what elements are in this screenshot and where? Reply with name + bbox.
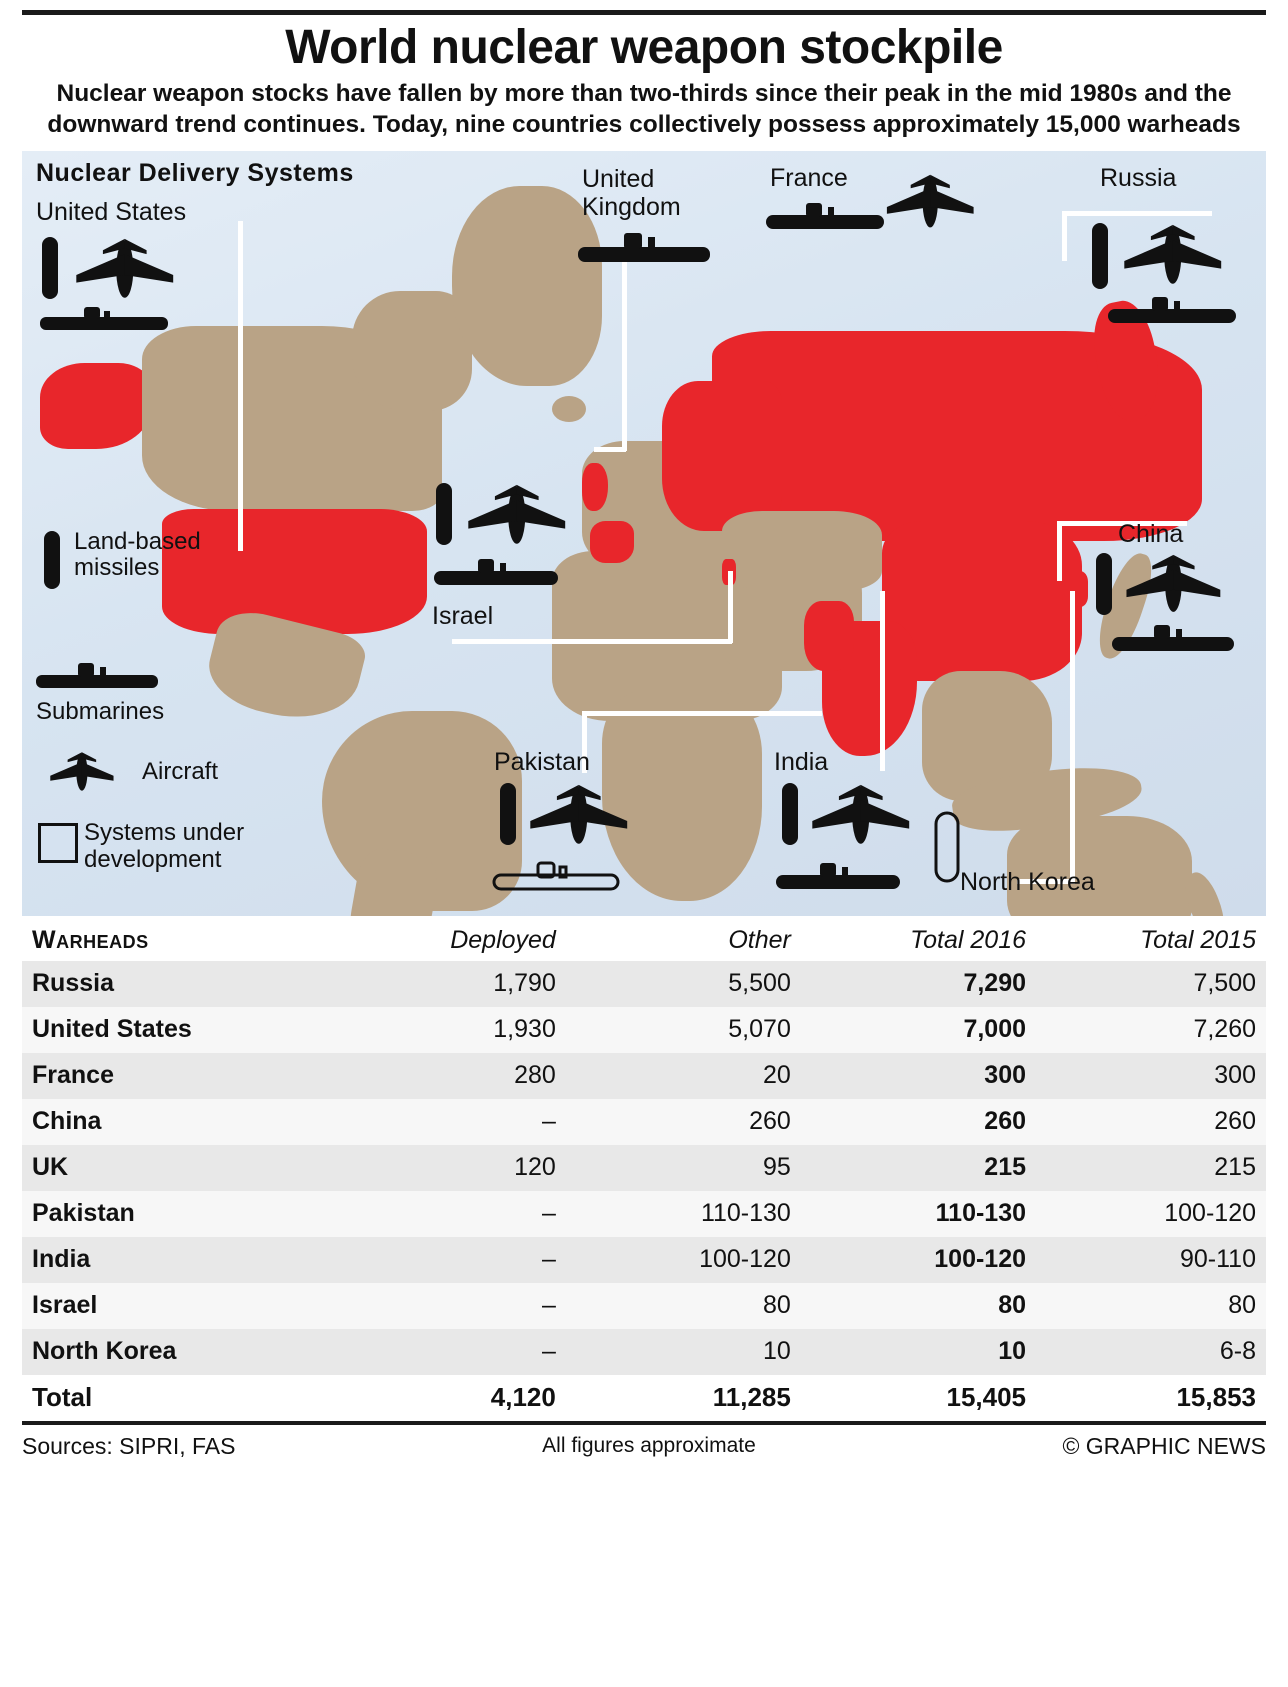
column-header-deployed: Deployed [450,925,556,954]
empty-box-icon [38,823,78,863]
legend-text: Systems under development [84,818,245,874]
pakistan-delivery-icons [490,781,680,906]
cell-deployed: 280 [514,1061,556,1090]
leader-russia-v [1062,211,1067,261]
cell-country-total: Total [32,1382,93,1413]
landmass-central-asia [722,511,882,591]
cell-total-2016: 7,000 [963,1015,1027,1044]
cell-country: India [32,1245,91,1274]
leader-russia-h [1062,211,1212,216]
cell-total-2016: 80 [998,1291,1027,1320]
cell-total-2016: 110-130 [935,1199,1027,1228]
column-header-warheads: Warheads [32,925,149,954]
footer-credit: © GRAPHIC NEWS [1062,1432,1266,1459]
map-label-united-states [36,199,186,225]
cell-other: 110-130 [700,1199,791,1228]
cell-country: Russia [32,969,114,998]
cell-total-2015: 215 [1214,1153,1256,1182]
table-row [22,1191,1266,1237]
warheads-table [22,922,1266,1421]
cell-total-2016: 215 [984,1153,1027,1182]
cell-country: United States [32,1015,192,1044]
map-label-text: Israel [432,601,494,630]
landmass-north-korea [1062,571,1088,607]
column-header-other: Other [728,925,791,954]
world-map [22,151,1266,916]
cell-total-2015: 7,500 [1193,969,1256,998]
legend-label-missiles [74,529,254,582]
map-label-israel [432,603,493,629]
cell-other: 80 [763,1291,791,1320]
israel-delivery-icons [430,481,610,606]
cell-deployed-total: 4,120 [490,1382,556,1413]
map-label-text: India [774,747,829,776]
united-kingdom-delivery-icons [578,229,718,277]
cell-other: 10 [763,1337,791,1366]
cell-total-2015: 90-110 [1180,1245,1256,1274]
map-label-text: Russia [1100,163,1177,192]
leader-united-kingdom-h [594,447,626,452]
cell-deployed: – [541,1107,556,1136]
cell-deployed: – [541,1245,556,1274]
cell-country: China [32,1107,102,1136]
table-row [22,1145,1266,1191]
cell-country: North Korea [32,1337,177,1366]
missile-icon [38,531,68,593]
cell-other: 260 [749,1107,791,1136]
cell-other: 100-120 [699,1245,791,1274]
cell-total-2015-total: 15,853 [1176,1382,1256,1413]
map-label-text: Pakistan [494,747,590,776]
map-label-text-line1: United [582,164,655,193]
map-label-united-kingdom [582,165,681,223]
table-total-row [22,1375,1266,1421]
cell-total-2015: 300 [1214,1061,1256,1090]
map-label-china [1118,521,1183,547]
aircraft-icon [40,749,140,805]
table-row [22,961,1266,1007]
cell-total-2016: 260 [984,1107,1027,1136]
cell-other: 5,070 [728,1015,791,1044]
russia-delivery-icons [1078,221,1266,341]
landmass-greenland [452,186,602,386]
footer-sources: Sources: SIPRI, FAS [22,1432,236,1459]
cell-country: Pakistan [32,1199,135,1228]
cell-deployed: – [541,1199,556,1228]
top-rule [22,10,1266,15]
column-header-total-2016: Total 2016 [910,925,1027,954]
landmass-australia [1007,816,1192,916]
map-label-text: North Korea [960,867,1095,896]
table-row [22,1237,1266,1283]
leader-israel [452,639,732,644]
france-delivery-icons [766,169,976,247]
leader-china-v [1057,521,1062,581]
infographic-page [0,10,1288,1687]
leader-north-korea-v [1070,591,1075,881]
leader-united-kingdom-v [622,261,627,451]
cell-total-2015: 6-8 [1219,1337,1256,1366]
cell-total-2015: 7,260 [1193,1015,1256,1044]
cell-country: UK [32,1153,69,1182]
cell-total-2016: 100-120 [934,1245,1027,1274]
map-label-russia [1100,165,1176,191]
cell-country: Israel [32,1291,98,1320]
cell-other: 20 [763,1061,791,1090]
united-states-delivery-icons [36,233,216,343]
map-label-pakistan [494,749,590,775]
table-body [22,961,1266,1421]
table-row [22,1283,1266,1329]
cell-deployed: 1,790 [493,969,556,998]
table-header [22,922,1266,961]
table-row [22,1099,1266,1145]
map-label-text-line2: Kingdom [582,193,681,222]
leader-israel-v [728,571,733,643]
cell-deployed: – [541,1291,556,1320]
submarine-icon [36,661,166,695]
legend-text: Land-based missiles [74,527,201,582]
north-korea-delivery-icons [932,811,982,901]
leader-pakistan-h [582,711,822,716]
map-label-text: France [770,163,848,192]
landmass-iceland [552,396,586,422]
cell-total-2015: 100-120 [1164,1199,1256,1228]
leader-india-v [880,591,885,771]
cell-total-2015: 260 [1214,1107,1256,1136]
map-label-india [774,749,828,775]
column-header-total-2015: Total 2015 [1140,925,1256,954]
cell-total-2015: 80 [1228,1291,1256,1320]
landmass-russia-west [662,381,782,531]
table-row [22,1007,1266,1053]
footer-note: All figures approximate [542,1434,756,1458]
landmass-pakistan [804,601,854,671]
legend-text: Aircraft [142,757,219,785]
cell-total-2016: 7,290 [963,969,1027,998]
map-label-text: China [1118,519,1184,548]
cell-deployed: 1,930 [493,1015,556,1044]
cell-deployed: – [541,1337,556,1366]
cell-total-2016: 300 [984,1061,1027,1090]
map-label-text: United States [36,197,187,226]
legend-label-aircraft [142,759,218,785]
page-title: World nuclear weapon stockpile [285,21,1003,74]
map-panel-title: Nuclear Delivery Systems [36,158,354,187]
cell-deployed: 120 [514,1153,556,1182]
leader-united-states [238,221,243,551]
legend-label-submarines [36,699,164,725]
landmass-alaska [40,363,152,449]
page-subtitle: Nuclear weapon stocks have fallen by more than two-thirds since their peak in the mid 1980s and the downward trend continues. Today, nine countries collectively possess approximately 15,000 warheads [47,80,1241,139]
table-row [22,1053,1266,1099]
cell-country: France [32,1061,114,1090]
cell-total-2016-total: 15,405 [946,1382,1027,1413]
legend-text: Submarines [36,697,165,725]
cell-total-2016: 10 [998,1337,1027,1366]
table-row [22,1329,1266,1375]
cell-other: 95 [763,1153,791,1182]
cell-other-total: 11,285 [712,1382,791,1413]
cell-other: 5,500 [728,969,791,998]
footer [22,1425,1266,1460]
legend-label-development [84,819,334,874]
china-delivery-icons [1086,551,1266,671]
